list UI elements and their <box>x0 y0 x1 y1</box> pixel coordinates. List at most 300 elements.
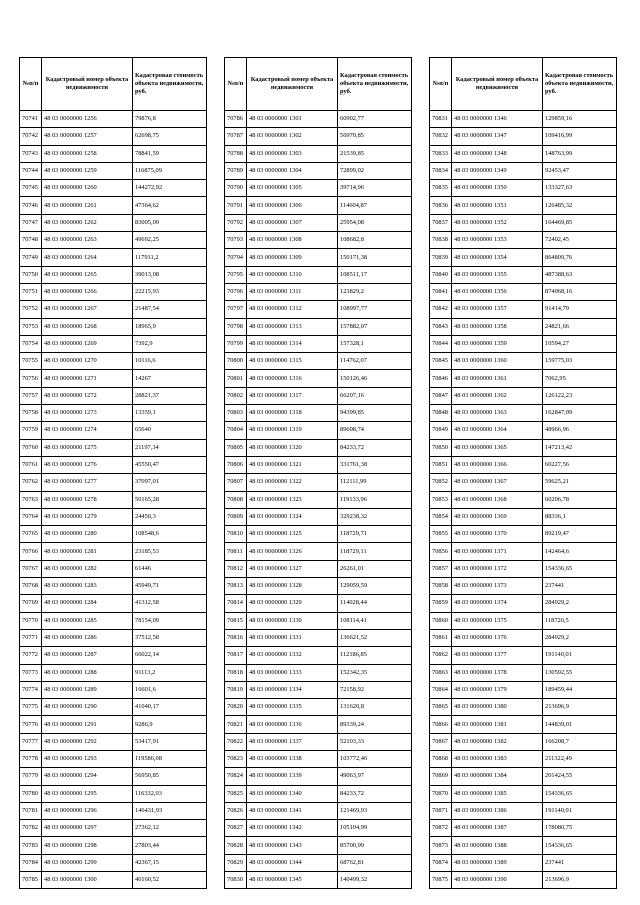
row-number-cell: 70748 <box>20 232 42 249</box>
cadastral-number-cell: 48 03 0000000 1337 <box>247 733 338 750</box>
table-row <box>430 283 617 300</box>
cadastral-number-cell: 48 03 0000000 1339 <box>247 768 338 785</box>
cadastral-value-cell: 89608,74 <box>338 422 412 439</box>
row-number-cell: 70749 <box>20 249 42 266</box>
cadastral-value-cell: 331761,38 <box>338 456 412 473</box>
row-number-cell: 70873 <box>430 837 452 854</box>
cadastral-number-cell: 48 03 0000000 1279 <box>42 508 133 525</box>
cadastral-value-cell: 105104,99 <box>338 820 412 837</box>
cadastral-value-cell: 39714,96 <box>338 180 412 197</box>
cadastral-number-cell: 48 03 0000000 1285 <box>42 612 133 629</box>
cadastral-number-cell: 48 03 0000000 1274 <box>42 422 133 439</box>
table-row <box>20 162 207 179</box>
cadastral-value-cell: 18965,9 <box>133 318 207 335</box>
header-cadastral-value: Кадастровая стоимость объекта недвижимости, руб. <box>133 58 207 111</box>
row-number-cell: 70754 <box>20 335 42 352</box>
table-row <box>20 595 207 612</box>
cadastral-value-cell: 40160,52 <box>133 872 207 889</box>
cadastral-number-cell: 48 03 0000000 1379 <box>452 681 543 698</box>
table-row <box>20 750 207 767</box>
row-number-cell: 70827 <box>225 820 247 837</box>
cadastral-value-cell: 213696,9 <box>543 872 617 889</box>
row-number-cell: 70845 <box>430 353 452 370</box>
cadastral-number-cell: 48 03 0000000 1316 <box>247 370 338 387</box>
table-row <box>20 543 207 560</box>
cadastral-number-cell: 48 03 0000000 1326 <box>247 543 338 560</box>
cadastral-number-cell: 48 03 0000000 1282 <box>42 560 133 577</box>
cadastral-value-cell: 126485,32 <box>543 197 617 214</box>
row-number-cell: 70745 <box>20 180 42 197</box>
cadastral-value-cell: 27803,44 <box>133 837 207 854</box>
row-number-cell: 70785 <box>20 872 42 889</box>
cadastral-number-cell: 48 03 0000000 1269 <box>42 335 133 352</box>
cadastral-number-cell: 48 03 0000000 1359 <box>452 335 543 352</box>
row-number-cell: 70769 <box>20 595 42 612</box>
cadastral-value-cell: 21539,85 <box>338 145 412 162</box>
table-row <box>20 180 207 197</box>
cadastral-value-cell: 72899,02 <box>338 162 412 179</box>
table-row <box>20 439 207 456</box>
cadastral-value-cell: 60902,77 <box>338 111 412 128</box>
cadastral-number-cell: 48 03 0000000 1273 <box>42 405 133 422</box>
row-number-cell: 70774 <box>20 681 42 698</box>
row-number-cell: 70859 <box>430 595 452 612</box>
table-row <box>20 854 207 871</box>
table-row <box>225 283 412 300</box>
table-row <box>430 664 617 681</box>
cadastral-number-cell: 48 03 0000000 1368 <box>452 491 543 508</box>
cadastral-value-cell: 103772,46 <box>338 750 412 767</box>
cadastral-number-cell: 48 03 0000000 1388 <box>452 837 543 854</box>
table-row <box>225 699 412 716</box>
table-row <box>225 733 412 750</box>
cadastral-value-cell: 56950,85 <box>133 768 207 785</box>
cadastral-number-cell: 48 03 0000000 1303 <box>247 145 338 162</box>
table-row <box>430 456 617 473</box>
cadastral-value-cell: 284929,2 <box>543 595 617 612</box>
cadastral-value-cell: 79876,8 <box>133 111 207 128</box>
table-header-row <box>20 58 207 111</box>
table-row <box>225 560 412 577</box>
table-row <box>430 733 617 750</box>
table-row <box>20 283 207 300</box>
table-row <box>20 612 207 629</box>
table-row <box>20 733 207 750</box>
cadastral-number-cell: 48 03 0000000 1374 <box>452 595 543 612</box>
table-row <box>430 716 617 733</box>
cadastral-number-cell: 48 03 0000000 1310 <box>247 266 338 283</box>
cadastral-number-cell: 48 03 0000000 1329 <box>247 595 338 612</box>
header-cadastral-value: Кадастровая стоимость объекта недвижимости, руб. <box>338 58 412 111</box>
cadastral-value-cell: 62698,75 <box>133 128 207 145</box>
row-number-cell: 70760 <box>20 439 42 456</box>
cadastral-value-cell: 108997,77 <box>338 301 412 318</box>
row-number-cell: 70860 <box>430 612 452 629</box>
cadastral-value-cell: 108511,17 <box>338 266 412 283</box>
table-row <box>225 768 412 785</box>
cadastral-number-cell: 48 03 0000000 1306 <box>247 197 338 214</box>
table-row <box>430 249 617 266</box>
cadastral-value-cell: 154336,65 <box>543 785 617 802</box>
row-number-cell: 70844 <box>430 335 452 352</box>
table-row <box>20 802 207 819</box>
cadastral-value-cell: 162847,09 <box>543 405 617 422</box>
cadastral-number-cell: 48 03 0000000 1276 <box>42 456 133 473</box>
table-row <box>430 387 617 404</box>
table-row <box>225 180 412 197</box>
table-row <box>225 474 412 491</box>
row-number-cell: 70775 <box>20 699 42 716</box>
cadastral-number-cell: 48 03 0000000 1321 <box>247 456 338 473</box>
cadastral-value-cell: 114762,07 <box>338 353 412 370</box>
cadastral-value-cell: 25954,08 <box>338 214 412 231</box>
row-number-cell: 70759 <box>20 422 42 439</box>
table-row <box>20 699 207 716</box>
table-row <box>430 750 617 767</box>
cadastral-value-cell: 157882,07 <box>338 318 412 335</box>
row-number-cell: 70808 <box>225 491 247 508</box>
cadastral-value-cell: 7392,9 <box>133 335 207 352</box>
cadastral-number-cell: 48 03 0000000 1325 <box>247 526 338 543</box>
cadastral-number-cell: 48 03 0000000 1272 <box>42 387 133 404</box>
cadastral-number-cell: 48 03 0000000 1378 <box>452 664 543 681</box>
table-row <box>430 111 617 128</box>
cadastral-value-cell: 48966,96 <box>543 422 617 439</box>
row-number-cell: 70871 <box>430 802 452 819</box>
cadastral-number-cell: 48 03 0000000 1383 <box>452 750 543 767</box>
table-row <box>20 629 207 646</box>
cadastral-number-cell: 48 03 0000000 1369 <box>452 508 543 525</box>
cadastral-value-cell: 119133,96 <box>338 491 412 508</box>
cadastral-value-cell: 133327,63 <box>543 180 617 197</box>
cadastral-number-cell: 48 03 0000000 1387 <box>452 820 543 837</box>
cadastral-value-cell: 27362,12 <box>133 820 207 837</box>
row-number-cell: 70831 <box>430 111 452 128</box>
row-number-cell: 70768 <box>20 578 42 595</box>
row-number-cell: 70793 <box>225 232 247 249</box>
row-number-cell: 70836 <box>430 197 452 214</box>
row-number-cell: 70826 <box>225 802 247 819</box>
row-number-cell: 70789 <box>225 162 247 179</box>
cadastral-value-cell: 109416,99 <box>543 128 617 145</box>
row-number-cell: 70855 <box>430 526 452 543</box>
cadastral-value-cell: 9286,9 <box>133 716 207 733</box>
table-row <box>20 128 207 145</box>
cadastral-number-cell: 48 03 0000000 1267 <box>42 301 133 318</box>
row-number-cell: 70815 <box>225 612 247 629</box>
table-row <box>20 335 207 352</box>
row-number-cell: 70816 <box>225 629 247 646</box>
table-row <box>20 456 207 473</box>
header-cadastral-number: Кадастровый номер объекта недвижимости <box>247 58 338 111</box>
row-number-cell: 70868 <box>430 750 452 767</box>
cadastral-number-cell: 48 03 0000000 1351 <box>452 197 543 214</box>
cadastral-value-cell: 24821,66 <box>543 318 617 335</box>
cadastral-value-cell: 874068,16 <box>543 283 617 300</box>
cadastral-value-cell: 123829,2 <box>338 283 412 300</box>
cadastral-number-cell: 48 03 0000000 1308 <box>247 232 338 249</box>
table-row <box>430 214 617 231</box>
row-number-cell: 70772 <box>20 647 42 664</box>
cadastral-number-cell: 48 03 0000000 1352 <box>452 214 543 231</box>
table-header-row <box>225 58 412 111</box>
cadastral-number-cell: 48 03 0000000 1375 <box>452 612 543 629</box>
cadastral-number-cell: 48 03 0000000 1281 <box>42 543 133 560</box>
row-number-cell: 70797 <box>225 301 247 318</box>
cadastral-value-cell: 41040,17 <box>133 699 207 716</box>
table-row <box>225 145 412 162</box>
cadastral-number-cell: 48 03 0000000 1262 <box>42 214 133 231</box>
cadastral-number-cell: 48 03 0000000 1311 <box>247 283 338 300</box>
table-row <box>225 595 412 612</box>
table-row <box>225 837 412 854</box>
table-row <box>20 318 207 335</box>
table-row <box>20 145 207 162</box>
table-row <box>20 111 207 128</box>
cadastral-number-cell: 48 03 0000000 1280 <box>42 526 133 543</box>
row-number-cell: 70846 <box>430 370 452 387</box>
cadastral-value-cell: 10594,27 <box>543 335 617 352</box>
table-row <box>430 232 617 249</box>
row-number-cell: 70771 <box>20 629 42 646</box>
table-row <box>20 474 207 491</box>
table-row <box>225 664 412 681</box>
cadastral-number-cell: 48 03 0000000 1297 <box>42 820 133 837</box>
cadastral-value-cell: 84233,72 <box>338 785 412 802</box>
cadastral-value-cell: 56970,85 <box>338 128 412 145</box>
row-number-cell: 70863 <box>430 664 452 681</box>
table-row <box>225 647 412 664</box>
cadastral-value-cell: 84233,72 <box>338 439 412 456</box>
table-row <box>225 232 412 249</box>
cadastral-number-cell: 48 03 0000000 1288 <box>42 664 133 681</box>
table-row <box>430 681 617 698</box>
cadastral-value-cell: 42367,15 <box>133 854 207 871</box>
table-row <box>430 612 617 629</box>
table-row <box>225 128 412 145</box>
table-row <box>430 266 617 283</box>
cadastral-value-cell: 112111,99 <box>338 474 412 491</box>
cadastral-value-cell: 191140,01 <box>543 802 617 819</box>
cadastral-value-cell: 121469,93 <box>338 802 412 819</box>
cadastral-value-cell: 72402,45 <box>543 232 617 249</box>
cadastral-value-cell: 150126,46 <box>338 370 412 387</box>
cadastral-number-cell: 48 03 0000000 1322 <box>247 474 338 491</box>
row-number-cell: 70852 <box>430 474 452 491</box>
cadastral-number-cell: 48 03 0000000 1259 <box>42 162 133 179</box>
cadastral-value-cell: 89219,47 <box>543 526 617 543</box>
cadastral-value-cell: 45550,47 <box>133 456 207 473</box>
cadastral-value-cell: 211322,49 <box>543 750 617 767</box>
cadastral-value-cell: 61446 <box>133 560 207 577</box>
row-number-cell: 70795 <box>225 266 247 283</box>
row-number-cell: 70761 <box>20 456 42 473</box>
cadastral-number-cell: 48 03 0000000 1256 <box>42 111 133 128</box>
cadastral-number-cell: 48 03 0000000 1345 <box>247 872 338 889</box>
table-row <box>430 197 617 214</box>
table-row <box>20 768 207 785</box>
row-number-cell: 70744 <box>20 162 42 179</box>
cadastral-number-cell: 48 03 0000000 1344 <box>247 854 338 871</box>
row-number-cell: 70834 <box>430 162 452 179</box>
table-row <box>430 145 617 162</box>
cadastral-value-cell: 148763,99 <box>543 145 617 162</box>
row-number-cell: 70861 <box>430 629 452 646</box>
cadastral-table-1 <box>19 57 207 889</box>
row-number-cell: 70751 <box>20 283 42 300</box>
table-row <box>20 681 207 698</box>
table-row <box>430 180 617 197</box>
row-number-cell: 70823 <box>225 750 247 767</box>
cadastral-number-cell: 48 03 0000000 1319 <box>247 422 338 439</box>
table-row <box>225 214 412 231</box>
row-number-cell: 70752 <box>20 301 42 318</box>
row-number-cell: 70817 <box>225 647 247 664</box>
row-number-cell: 70837 <box>430 214 452 231</box>
cadastral-number-cell: 48 03 0000000 1361 <box>452 370 543 387</box>
table-row <box>225 456 412 473</box>
row-number-cell: 70810 <box>225 526 247 543</box>
cadastral-number-cell: 48 03 0000000 1350 <box>452 180 543 197</box>
row-number-cell: 70764 <box>20 508 42 525</box>
table-row <box>225 802 412 819</box>
row-number-cell: 70791 <box>225 197 247 214</box>
cadastral-number-cell: 48 03 0000000 1342 <box>247 820 338 837</box>
row-number-cell: 70838 <box>430 232 452 249</box>
table-row <box>225 854 412 871</box>
table-row <box>430 318 617 335</box>
cadastral-value-cell: 152342,35 <box>338 664 412 681</box>
table-row <box>225 370 412 387</box>
cadastral-value-cell: 72158,92 <box>338 681 412 698</box>
cadastral-number-cell: 48 03 0000000 1313 <box>247 318 338 335</box>
cadastral-number-cell: 48 03 0000000 1257 <box>42 128 133 145</box>
row-number-cell: 70819 <box>225 681 247 698</box>
row-number-cell: 70741 <box>20 111 42 128</box>
table-row <box>225 716 412 733</box>
cadastral-number-cell: 48 03 0000000 1367 <box>452 474 543 491</box>
row-number-cell: 70786 <box>225 111 247 128</box>
table-row <box>225 508 412 525</box>
cadastral-number-cell: 48 03 0000000 1304 <box>247 162 338 179</box>
row-number-cell: 70835 <box>430 180 452 197</box>
row-number-cell: 70830 <box>225 872 247 889</box>
cadastral-value-cell: 136621,52 <box>338 629 412 646</box>
cadastral-value-cell: 89339,24 <box>338 716 412 733</box>
cadastral-number-cell: 48 03 0000000 1338 <box>247 750 338 767</box>
row-number-cell: 70867 <box>430 733 452 750</box>
table-row <box>20 353 207 370</box>
table-row <box>20 370 207 387</box>
table-row <box>430 699 617 716</box>
row-number-cell: 70840 <box>430 266 452 283</box>
row-number-cell: 70875 <box>430 872 452 889</box>
row-number-cell: 70832 <box>430 128 452 145</box>
table-row <box>225 162 412 179</box>
cadastral-number-cell: 48 03 0000000 1377 <box>452 647 543 664</box>
cadastral-value-cell: 24450,3 <box>133 508 207 525</box>
table-row <box>430 785 617 802</box>
cadastral-number-cell: 48 03 0000000 1331 <box>247 629 338 646</box>
row-number-cell: 70828 <box>225 837 247 854</box>
cadastral-value-cell: 114028,44 <box>338 595 412 612</box>
cadastral-value-cell: 129859,16 <box>543 111 617 128</box>
table-row <box>225 785 412 802</box>
cadastral-number-cell: 48 03 0000000 1320 <box>247 439 338 456</box>
cadastral-number-cell: 48 03 0000000 1266 <box>42 283 133 300</box>
cadastral-number-cell: 48 03 0000000 1298 <box>42 837 133 854</box>
row-number-cell: 70857 <box>430 560 452 577</box>
row-number-cell: 70755 <box>20 353 42 370</box>
cadastral-number-cell: 48 03 0000000 1309 <box>247 249 338 266</box>
cadastral-number-cell: 48 03 0000000 1292 <box>42 733 133 750</box>
row-number-cell: 70841 <box>430 283 452 300</box>
cadastral-number-cell: 48 03 0000000 1307 <box>247 214 338 231</box>
cadastral-value-cell: 78154,09 <box>133 612 207 629</box>
header-num: №п/п <box>430 58 452 111</box>
cadastral-number-cell: 48 03 0000000 1263 <box>42 232 133 249</box>
cadastral-number-cell: 48 03 0000000 1384 <box>452 768 543 785</box>
row-number-cell: 70794 <box>225 249 247 266</box>
table-row <box>430 301 617 318</box>
cadastral-value-cell: 108548,6 <box>133 526 207 543</box>
header-num: №п/п <box>20 58 42 111</box>
cadastral-number-cell: 48 03 0000000 1271 <box>42 370 133 387</box>
table-row <box>20 837 207 854</box>
row-number-cell: 70796 <box>225 283 247 300</box>
cadastral-value-cell: 66022,14 <box>133 647 207 664</box>
table-row <box>225 249 412 266</box>
cadastral-number-cell: 48 03 0000000 1382 <box>452 733 543 750</box>
cadastral-value-cell: 94399,85 <box>338 405 412 422</box>
cadastral-number-cell: 48 03 0000000 1261 <box>42 197 133 214</box>
cadastral-number-cell: 48 03 0000000 1347 <box>452 128 543 145</box>
cadastral-number-cell: 48 03 0000000 1354 <box>452 249 543 266</box>
table-row <box>430 595 617 612</box>
cadastral-number-cell: 48 03 0000000 1328 <box>247 578 338 595</box>
cadastral-number-cell: 48 03 0000000 1312 <box>247 301 338 318</box>
cadastral-value-cell: 864809,76 <box>543 249 617 266</box>
table-row <box>430 335 617 352</box>
cadastral-number-cell: 48 03 0000000 1373 <box>452 578 543 595</box>
row-number-cell: 70813 <box>225 578 247 595</box>
cadastral-value-cell: 114604,87 <box>338 197 412 214</box>
row-number-cell: 70783 <box>20 837 42 854</box>
cadastral-value-cell: 164469,85 <box>543 214 617 231</box>
cadastral-value-cell: 108682,8 <box>338 232 412 249</box>
row-number-cell: 70780 <box>20 785 42 802</box>
cadastral-value-cell: 144272,92 <box>133 180 207 197</box>
cadastral-value-cell: 91414,79 <box>543 301 617 318</box>
cadastral-number-cell: 48 03 0000000 1357 <box>452 301 543 318</box>
cadastral-value-cell: 37097,01 <box>133 474 207 491</box>
cadastral-number-cell: 48 03 0000000 1371 <box>452 543 543 560</box>
table-row <box>225 439 412 456</box>
cadastral-value-cell: 118729,11 <box>338 543 412 560</box>
cadastral-number-cell: 48 03 0000000 1286 <box>42 629 133 646</box>
row-number-cell: 70750 <box>20 266 42 283</box>
table-row <box>430 629 617 646</box>
cadastral-number-cell: 48 03 0000000 1275 <box>42 439 133 456</box>
cadastral-number-cell: 48 03 0000000 1390 <box>452 872 543 889</box>
cadastral-number-cell: 48 03 0000000 1302 <box>247 128 338 145</box>
row-number-cell: 70807 <box>225 474 247 491</box>
row-number-cell: 70777 <box>20 733 42 750</box>
table-row <box>225 318 412 335</box>
cadastral-value-cell: 14267 <box>133 370 207 387</box>
cadastral-value-cell: 41312,58 <box>133 595 207 612</box>
cadastral-number-cell: 48 03 0000000 1381 <box>452 716 543 733</box>
